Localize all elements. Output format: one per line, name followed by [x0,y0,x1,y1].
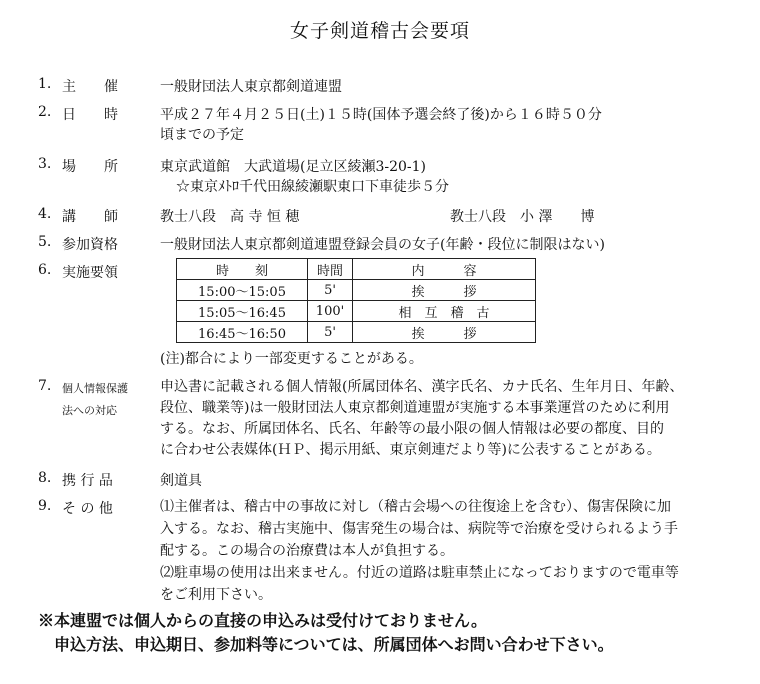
item-label: 日 時 [62,107,118,123]
table-header-row [177,259,536,280]
item-label: 参加資格 [62,237,118,253]
duration-cell: 5' [308,280,353,301]
item-label: 携 行 品 [62,473,113,489]
item-number: 3. [38,156,52,172]
item-value: 申込書に記載される個人情報(所属団体名、漢字氏名、カナ氏名、生年月日、年齢、 [160,379,684,395]
item-number: 8. [38,470,52,486]
item-value: 入する。なお、稽古実施中、傷害発生の場合は、病院等で治療を受けられるよう手 [160,521,678,537]
item-value: 配する。この場合の治療費は本人が負担する。 [160,543,454,559]
footer-notice: ※本連盟では個人からの直接の申込みは受付けておりません。 [38,611,487,630]
header-duration: 時間 [308,259,353,280]
item-value: 一般財団法人東京都剣道連盟 [160,79,342,95]
item-label: 講 師 [62,209,118,225]
content-cell: 挨 拶 [353,322,536,343]
schedule-table [176,258,536,343]
item-value: 東京武道館 大武道場(足立区綾瀬3-20-1) [160,159,427,175]
item-value: ☆東京ﾒﾄﾛ千代田線綾瀬駅東口下車徒歩５分 [176,179,449,195]
content-cell: 挨 拶 [353,280,536,301]
duration-cell: 5' [308,322,353,343]
item-value: をご利用下さい。 [160,587,272,603]
item-number: 1. [38,76,52,92]
duration-cell: 100' [308,301,353,322]
content-cell: 相 互 稽 古 [353,301,536,322]
item-value: ⑵駐車場の使用は出来ません。付近の道路は駐車禁止になっておりますので電車等 [160,565,679,581]
header-time: 時 刻 [177,259,308,280]
item-number: 4. [38,206,52,222]
item-value: する。なお、所属団体名、氏名、年齢等の最小限の個人情報は必要の都度、目的 [160,421,664,437]
document-title: 女子剣道稽古会要項 [289,20,470,42]
item-value: ⑴主催者は、稽古中の事故に対し（稽古会場への往復途上を含む）、傷害保険に加 [160,499,671,515]
footer-notice: 申込方法、申込期日、参加料等については、所属団体へお問い合わせ下さい。 [54,635,614,654]
table-row [177,280,536,301]
header-content: 内 容 [353,259,536,280]
instructor-2: 教士八段 小 澤 博 [450,209,595,225]
time-cell: 15:00～15:05 [177,280,308,301]
item-value: 頃までの予定 [160,127,244,143]
item-label: 主 催 [62,79,118,95]
item-label: 実施要領 [62,265,118,281]
item-number: 2. [38,104,52,120]
item-number: 7. [38,378,52,394]
table-row [177,322,536,343]
item-label: 個人情報保護 [62,382,128,395]
item-number: 6. [38,262,52,278]
item-value: 剣道具 [160,473,202,489]
schedule-note: (注)都合により一部変更することがある。 [160,351,423,367]
item-number: 9. [38,498,52,514]
item-value: 段位、職業等)は一般財団法人東京都剣道連盟が実施する本事業運営のために利用 [160,400,670,416]
table-row [177,301,536,322]
item-label: 法への対応 [62,404,117,417]
item-label: 場 所 [62,159,118,175]
time-cell: 16:45～16:50 [177,322,308,343]
time-cell: 15:05～16:45 [177,301,308,322]
item-value: 平成２７年４月２５日(土)１５時(国体予選会終了後)から１６時５０分 [160,107,602,123]
item-value: に合わせ公表媒体(ＨＰ、掲示用紙、東京剣連だより等)に公表することがある。 [160,442,661,458]
item-number: 5. [38,234,52,250]
instructor-1: 教士八段 高 寺 恒 穂 [160,209,300,225]
item-label: そ の 他 [62,501,113,517]
item-value: 一般財団法人東京都剣道連盟登録会員の女子(年齢・段位に制限はない) [160,237,605,253]
